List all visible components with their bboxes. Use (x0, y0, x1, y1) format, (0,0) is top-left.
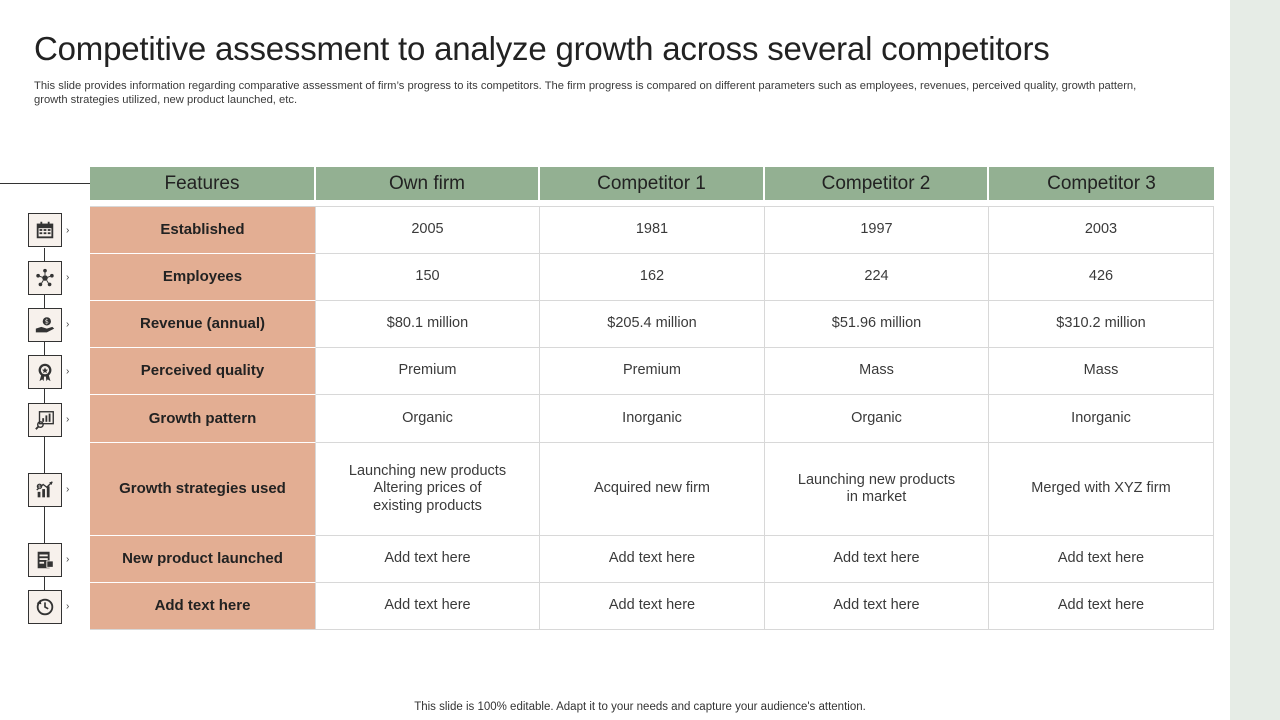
table-cell: Organic (316, 395, 540, 443)
chart-magnifier-icon (28, 403, 62, 437)
feature-label: Established (90, 206, 316, 254)
table-row (90, 395, 1214, 443)
table-cell: $205.4 million (540, 301, 765, 348)
table-cell: Add text here (540, 536, 765, 583)
table-cell: $310.2 million (989, 301, 1214, 348)
table-row (90, 443, 1214, 536)
feature-label: Employees (90, 254, 316, 301)
table-cell: 150 (316, 254, 540, 301)
table-cell: 426 (989, 254, 1214, 301)
chevron-right-icon: › (66, 366, 70, 377)
header-own-firm: Own firm (316, 167, 540, 200)
table-cell: Premium (540, 348, 765, 395)
chevron-right-icon: › (66, 319, 70, 330)
footer-text: This slide is 100% editable. Adapt it to your needs and capture your audience's attention. (414, 701, 866, 713)
table-row (90, 254, 1214, 301)
table-cell: Add text here (765, 536, 989, 583)
table-row (90, 536, 1214, 583)
table-cell: 2003 (989, 206, 1214, 254)
table-row (90, 206, 1214, 254)
feature-label: Add text here (90, 583, 316, 630)
table-cell: Mass (765, 348, 989, 395)
table-cell: Launching new products in market (765, 443, 989, 536)
page-title: Competitive assessment to analyze growth across several competitors (34, 30, 1050, 67)
product-box-icon (28, 543, 62, 577)
side-panel (1230, 0, 1280, 720)
clock-refresh-icon (28, 590, 62, 624)
table-cell: 2005 (316, 206, 540, 254)
feature-label: Growth strategies used (90, 443, 316, 536)
page-subtitle: This slide provides information regarding comparative assessment of firm’s progress to its competitors. The firm progress is compared on different parameters such as employees, revenues, perceived quality, growth pattern, growth strategies utilized, new product launched, etc. (34, 80, 1137, 106)
money-hand-icon (28, 308, 62, 342)
team-icon (28, 261, 62, 295)
table-header-row (90, 167, 1214, 200)
chevron-right-icon: › (66, 272, 70, 283)
table-row (90, 348, 1214, 395)
feature-label: New product launched (90, 536, 316, 583)
table-cell: 162 (540, 254, 765, 301)
footer-note (0, 701, 1280, 713)
feature-label: Growth pattern (90, 395, 316, 443)
table-cell: Organic (765, 395, 989, 443)
table-cell: Add text here (316, 536, 540, 583)
table-cell: Acquired new firm (540, 443, 765, 536)
table-cell: Inorganic (540, 395, 765, 443)
table-cell: Premium (316, 348, 540, 395)
svg-text:$: $ (44, 317, 49, 326)
table-cell: 1997 (765, 206, 989, 254)
chevron-right-icon: › (66, 484, 70, 495)
table-cell: 224 (765, 254, 989, 301)
calendar-icon (28, 213, 62, 247)
comparison-table (90, 167, 1214, 630)
header-features: Features (90, 167, 316, 200)
table-cell: $80.1 million (316, 301, 540, 348)
header-competitor-3: Competitor 3 (989, 167, 1214, 200)
table-row (90, 301, 1214, 348)
feature-label: Perceived quality (90, 348, 316, 395)
table-cell: Mass (989, 348, 1214, 395)
table-cell: Merged with XYZ firm (989, 443, 1214, 536)
table-cell: 1981 (540, 206, 765, 254)
table-row (90, 583, 1214, 630)
chevron-right-icon: › (66, 225, 70, 236)
table-cell: Launching new products Altering prices of existing products (316, 443, 540, 536)
table-cell: Add text here (989, 536, 1214, 583)
table-cell: $51.96 million (765, 301, 989, 348)
table-cell: Add text here (989, 583, 1214, 630)
header-competitor-1: Competitor 1 (540, 167, 765, 200)
growth-chart-icon (28, 473, 62, 507)
chevron-right-icon: › (66, 601, 70, 612)
header-competitor-2: Competitor 2 (765, 167, 989, 200)
table-cell: Add text here (765, 583, 989, 630)
chevron-right-icon: › (66, 554, 70, 565)
svg-text:$: $ (38, 485, 41, 491)
table-cell: Add text here (540, 583, 765, 630)
chevron-right-icon: › (66, 414, 70, 425)
award-badge-icon (28, 355, 62, 389)
table-cell: Inorganic (989, 395, 1214, 443)
feature-label: Revenue (annual) (90, 301, 316, 348)
table-cell: Add text here (316, 583, 540, 630)
